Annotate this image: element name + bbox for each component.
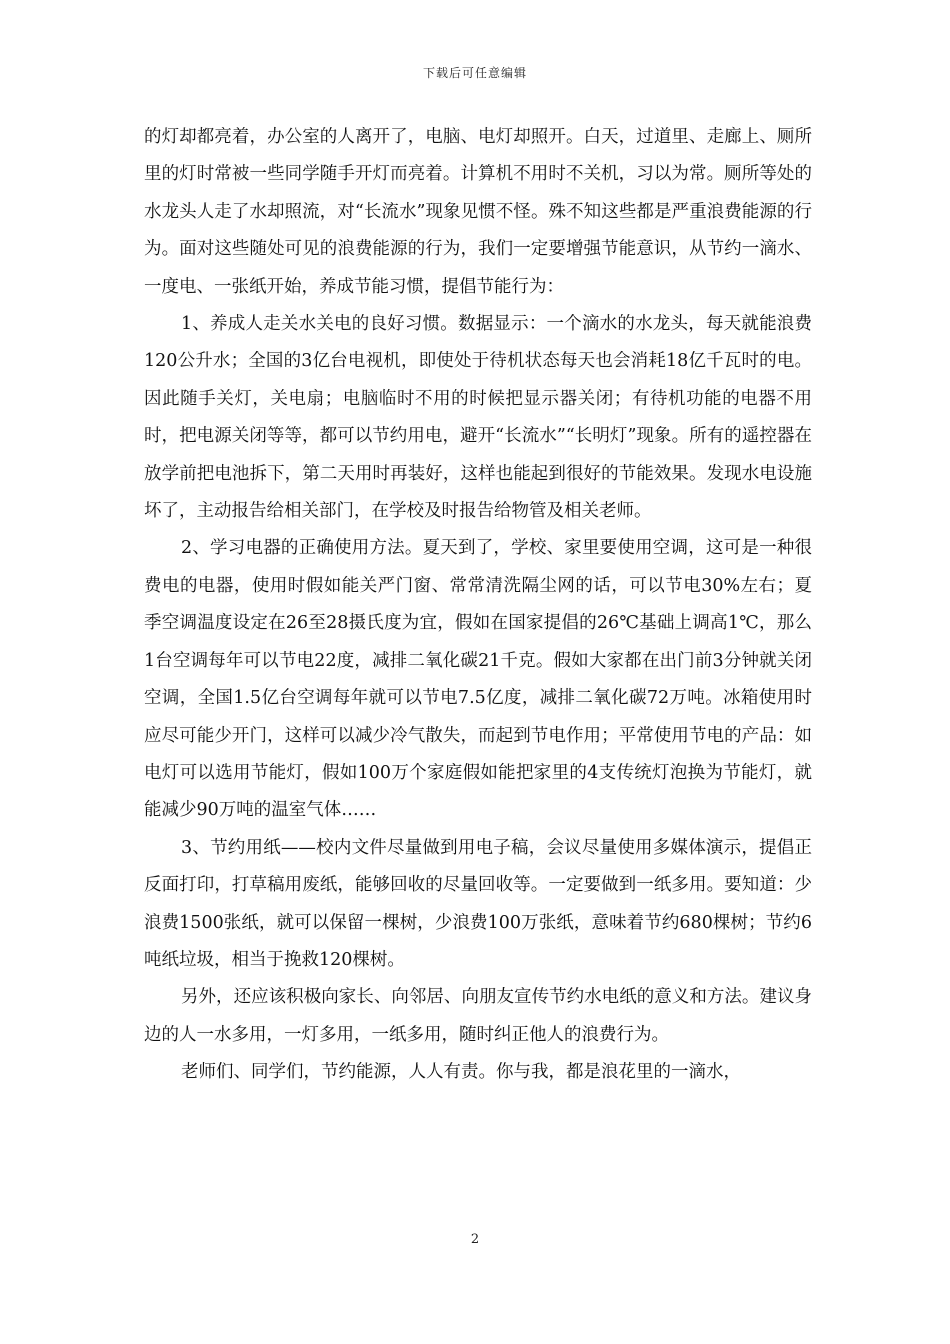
body-paragraph-item-2: 2、学习电器的正确使用方法。夏天到了，学校、家里要使用空调，这可是一种很费电的电器，使用时假如能关严门窗、常常清洗隔尘网的话，可以节电30%左右；夏季空调温度设定在26至28摄氏度为宜，假如在国家提倡的26℃基础上调高1℃，那么1台空调每年可以节电22度，减排二氧化碳21千克。假如大家都在出门前3分钟就关闭空调，全国1.5亿台空调每年就可以节电7.5亿度，减排二氧化碳72万吨。冰箱使用时应尽可能少开门，这样可以减少冷气散失，而起到节电作用；平常使用节电的产品：如电灯可以选用节能灯，假如100万个家庭假如能把家里的4支传统灯泡换为节能灯，就能减少90万吨的温室气体…… bbox=[144, 538, 812, 821]
page-header: 下载后可任意编辑 bbox=[422, 66, 527, 80]
document-body bbox=[144, 119, 812, 1092]
body-paragraph-closing: 老师们、同学们，节约能源，人人有责。你与我，都是浪花里的一滴水， bbox=[181, 1062, 741, 1083]
page-number: 2 bbox=[470, 1232, 480, 1247]
body-paragraph-additionally: 另外，还应该积极向家长、向邻居、向朋友宣传节约水电纸的意义和方法。建议身边的人一水多用，一灯多用，一纸多用，随时纠正他人的浪费行为。 bbox=[144, 987, 812, 1045]
body-paragraph-item-1: 1、养成人走关水关电的良好习惯。数据显示：一个滴水的水龙头，每天就能浪费120公升水；全国的3亿台电视机，即使处于待机状态每天也会消耗18亿千瓦时的电。因此随手关灯，关电扇；电脑临时不用的时候把显示器关闭；有待机功能的电器不用时，把电源关闭等等，都可以节约用电，避开“长流水”“长明灯”现象。所有的遥控器在放学前把电池拆下，第二天用时再装好，这样也能起到很好的节能效果。发现水电设施坏了，主动报告给相关部门，在学校及时报告给物管及相关老师。 bbox=[144, 314, 812, 522]
body-paragraph-item-3: 3、节约用纸——校内文件尽量做到用电子稿，会议尽量使用多媒体演示，提倡正反面打印，打草稿用废纸，能够回收的尽量回收等。一定要做到一纸多用。要知道：少浪费1500张纸，就可以保留一棵树，少浪费100万张纸，意味着节约680棵树；节约6吨纸垃圾，相当于挽救120棵树。 bbox=[144, 837, 812, 970]
body-paragraph-continued: 的灯却都亮着，办公室的人离开了，电脑、电灯却照开。白天，过道里、走廊上、厕所里的灯时常被一些同学随手开灯而亮着。计算机不用时不关机，习以为常。厕所等处的水龙头人走了水却照流，对“长流水”现象见惯不怪。殊不知这些都是严重浪费能源的行为。面对这些随处可见的浪费能源的行为，我们一定要增强节能意识，从节约一滴水、一度电、一张纸开始，养成节能习惯，提倡节能行为： bbox=[144, 127, 812, 297]
